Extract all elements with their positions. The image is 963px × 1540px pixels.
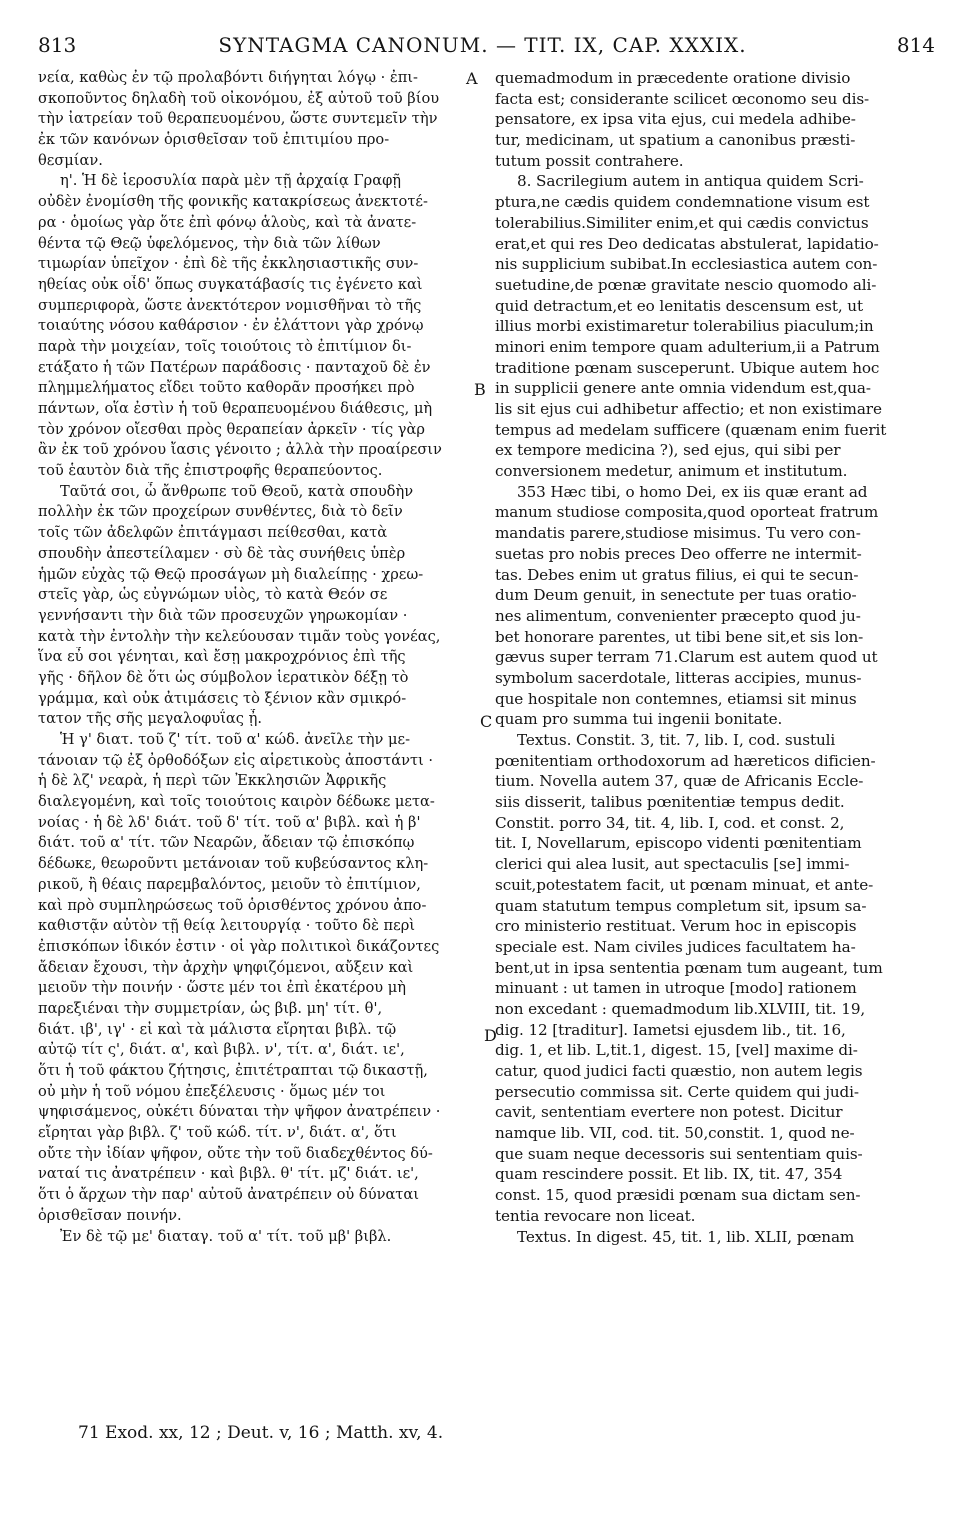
margin-letter-a: A bbox=[466, 69, 478, 88]
latin-line: bent,ut in ipsa sententia pœnam tum augeant, tum bbox=[495, 958, 883, 977]
latin-line: quam pro summa tui ingenii bonitate. bbox=[495, 710, 783, 729]
greek-line: δέδωκε, θεωροῦντι μετάνοιαν τοῦ κυβεύσαντος κλη- bbox=[38, 855, 429, 873]
latin-line: Constit. porro 34, tit. 4, lib. I, cod. et const. 2, bbox=[495, 813, 845, 832]
page-number-right: 814 bbox=[896, 33, 935, 57]
greek-line: ἡ δὲ λζ' νεαρὰ, ἡ περὶ τῶν Ἐκκλησιῶν Ἀφρικῆς bbox=[38, 772, 387, 790]
latin-line: tolerabilius.Similiter enim,et qui cædis convictus bbox=[495, 213, 869, 232]
latin-line: conversionem medetur, animum et institutum. bbox=[495, 462, 848, 481]
greek-line: πλημμελήματος εἴδει τοῦτο καθορᾶν προσήκει πρὸ bbox=[38, 379, 415, 397]
greek-line: παρεξιέναι τὴν συμμετρίαν, ὡς βιβ. μη' τίτ. θ', bbox=[38, 999, 383, 1017]
latin-line: speciale est. Nam civiles judices facultatem ha- bbox=[495, 937, 856, 956]
latin-line: quam statutum tempus completum sit, ipsum sa- bbox=[495, 896, 867, 915]
latin-line: nes alimentum, convenienter præcepto quod ju- bbox=[495, 606, 861, 625]
greek-line: τάνοιαν τῷ ἐξ ὀρθοδόξων εἰς αἱρετικοὺς ἀποστάντι · bbox=[38, 751, 434, 769]
latin-line: Textus. Constit. 3, tit. 7, lib. I, cod. sustuli bbox=[517, 731, 836, 749]
greek-line: στεῖς γὰρ, ὡς εὐγνώμων υἱὸς, τὸ κατὰ Θεόν σε bbox=[38, 586, 388, 604]
page-number-left: 813 bbox=[38, 33, 77, 57]
greek-line: ἄδειαν ἔχουσι, τὴν ἀρχὴν ψηφιζόμενοι, αὔξειν καὶ bbox=[38, 958, 414, 976]
latin-line: tempus ad medelam sufficere (quænam enim fuerit bbox=[495, 420, 887, 439]
greek-line: οὐδὲν ἐνομίσθη τῆς φονικῆς κατακρίσεως ἀνεκτοτέ- bbox=[38, 193, 428, 211]
greek-line: τοῦ ἑαυτὸν διὰ τῆς ἐπιστροφῆς θεραπεύοντος. bbox=[38, 462, 383, 480]
greek-line: διάτ. ιβ', ιγ' · εἰ καὶ τὰ μάλιστα εἴρηται βιβλ. τῷ bbox=[38, 1020, 397, 1038]
greek-line: ψηφισάμενος, οὐκέτι δύναται τὴν ψῆφον ἀνατρέπειν · bbox=[38, 1103, 441, 1121]
latin-line: tentia revocare non liceat. bbox=[495, 1206, 696, 1225]
greek-line: κατὰ τὴν ἐντολὴν τὴν κελεύουσαν τιμᾶν τοὺς γονέας, bbox=[38, 627, 441, 645]
greek-line: τοιαύτης νόσου καθάρσιον · ἐν ἐλάττονι γὰρ χρόνῳ bbox=[38, 317, 424, 335]
latin-line: siis disserit, talibus pœnitentiæ tempus dedit. bbox=[495, 793, 845, 812]
latin-line: gævus super terram 71.Clarum est autem quod ut bbox=[495, 648, 878, 667]
greek-line: αὐτῷ τίτ ς', διάτ. α', καὶ βιβλ. ν', τίτ. α', διάτ. ιε', bbox=[38, 1041, 405, 1059]
greek-line: θεσμίαν. bbox=[38, 151, 103, 169]
latin-line: catur, quod judici facti quæstio, non autem legis bbox=[495, 1062, 863, 1080]
greek-line: νεία, καθὼς ἐν τῷ προλαβόντι διήγηται λόγῳ · ἐπι- bbox=[38, 69, 418, 86]
greek-line: συμπεριφορὰ, ὥστε ἀνεκτότερον νομισθῆναι τὸ τῆς bbox=[38, 296, 422, 314]
greek-line: Ταῦτά σοι, ὦ ἄνθρωπε τοῦ Θεοῦ, κατὰ σπουδὴν bbox=[60, 482, 414, 500]
greek-line: μειοῦν τὴν ποινήν · ὥστε μέν τοι ἐπὶ ἑκατέρου μὴ bbox=[38, 979, 407, 997]
latin-line: quid detractum,et eo lenitatis descensum est, ut bbox=[495, 296, 863, 315]
latin-line: dum Deum genuit, in senectute per tuas oratio- bbox=[495, 586, 857, 605]
latin-line: tit. I, Novellarum, episcopo videnti pœnitentiam bbox=[495, 834, 862, 853]
latin-line: scuit,potestatem facit, ut pœnam minuat, et ante- bbox=[495, 875, 874, 894]
latin-line: 353 Hæc tibi, o homo Dei, ex iis quæ erant ad bbox=[517, 482, 868, 501]
running-title: SYNTAGMA CANONUM. — TIT. IX, CAP. XXXIX. bbox=[218, 33, 747, 57]
margin-letter-c: C bbox=[480, 712, 493, 731]
greek-line: σπουδὴν ἀπεστείλαμεν · σὺ δὲ τὰς συνήθεις ὑπὲρ bbox=[38, 544, 406, 562]
latin-line: ex tempore medicina ?), sed ejus, qui sibi per bbox=[495, 441, 841, 460]
greek-line: ὅτι ἡ τοῦ φάκτου ζήτησις, ἐπιτέτραπται τῷ δικαστῇ, bbox=[38, 1062, 428, 1079]
greek-line: γῆς · δῆλον δὲ ὅτι ὡς σύμβολον ἱερατικὸν δέξῃ τὸ bbox=[38, 668, 409, 686]
greek-line: η'. Ἡ δὲ ἱεροσυλία παρὰ μὲν τῇ ἀρχαίᾳ Γραφῇ bbox=[60, 172, 402, 190]
latin-line: symbolum sacerdotale, litteras accipies, munus- bbox=[495, 668, 862, 687]
latin-line: suetas pro nobis preces Deo offerre ne intermit- bbox=[495, 544, 862, 563]
latin-line: Textus. In digest. 45, tit. 1, lib. XLII, pœnam bbox=[517, 1227, 855, 1246]
latin-line: minori enim tempore quam adulterium,ii a Patrum bbox=[495, 337, 880, 356]
greek-line: ὁρισθεῖσαν ποινήν. bbox=[38, 1206, 182, 1224]
greek-column bbox=[38, 68, 485, 1247]
greek-line: εἴρηται γὰρ βιβλ. ζ' τοῦ κώδ. τίτ. ν', διάτ. α', ὅτι bbox=[38, 1124, 397, 1142]
latin-column bbox=[495, 68, 937, 1247]
latin-line: in supplicii genere ante omnia videndum est,qua- bbox=[495, 379, 871, 398]
greek-line: τοῖς τῶν ἀδελφῶν ἐπιτάγμασι πείθεσθαι, κατὰ bbox=[38, 524, 388, 542]
greek-line: ἂν ἐκ τοῦ χρόνου ἴασις γένοιτο ; ἀλλὰ τὴν προαίρεσιν bbox=[38, 441, 442, 459]
greek-line: οὐ μὴν ἡ τοῦ νόμου ἐπεξέλευσις · ὅμως μέν τοι bbox=[38, 1082, 386, 1100]
latin-line: nis supplicium subibat.In ecclesiastica autem con- bbox=[495, 255, 878, 274]
latin-line: mandatis parere,studiose misimus. Tu vero con- bbox=[495, 524, 861, 543]
greek-line: ἡμῶν εὐχὰς τῷ Θεῷ προσάγων μὴ διαλείπῃς · χρεω- bbox=[38, 565, 424, 583]
greek-line: καὶ πρὸ συμπληρώσεως τοῦ ὁρισθέντος χρόνου ἀπο- bbox=[38, 896, 427, 914]
latin-line: illius morbi existimaretur tolerabilius piaculum;in bbox=[495, 317, 874, 336]
greek-line: οὔτε τὴν ἰδίαν ψῆφον, οὔτε τὴν τοῦ διαδεχθέντος δύ- bbox=[38, 1144, 433, 1162]
footnote: 71 Exod. xx, 12 ; Deut. v, 16 ; Matth. xv, 4. bbox=[78, 1423, 444, 1443]
latin-line: traditione pœnam susceperunt. Ubique autem hoc bbox=[495, 358, 880, 377]
greek-line: ρικοῦ, ἢ θέαις παρεμβαλόντος, μειοῦν τὸ ἐπιτίμιον, bbox=[38, 875, 421, 893]
greek-line: γράμμα, καὶ οὐκ ἀτιμάσεις τὸ ξένιον κἂν σμικρό- bbox=[38, 689, 407, 707]
latin-line: dig. 12 [traditur]. Iametsi ejusdem lib., tit. 16, bbox=[495, 1020, 846, 1039]
latin-line: lis sit ejus cui adhibetur affectio; et non existimare bbox=[495, 400, 882, 418]
greek-line: νοίας · ἡ δὲ λδ' διάτ. τοῦ δ' τίτ. τοῦ α' βιβλ. καὶ ἡ β' bbox=[38, 813, 421, 831]
greek-line: τιμωρίαν ὑπεῖχον · ἐπὶ δὲ τῆς ἐκκλησιαστικῆς συν- bbox=[38, 255, 419, 273]
latin-line: suetudine,de pœnæ gravitate nescio quomodo ali- bbox=[495, 275, 877, 294]
running-header bbox=[30, 30, 935, 60]
greek-line: ἵνα εὖ σοι γένηται, καὶ ἔσῃ μακροχρόνιος ἐπὶ τῆς bbox=[38, 648, 406, 666]
latin-line: tur, medicinam, ut spatium a canonibus præsti- bbox=[495, 131, 856, 150]
latin-line: persecutio commissa sit. Certe quidem qui judi- bbox=[495, 1082, 859, 1101]
greek-line: διάτ. τοῦ α' τίτ. τῶν Νεαρῶν, ἄδειαν τῷ ἐπισκόπῳ bbox=[38, 834, 415, 852]
greek-line: ἐπισκόπων ἰδικόν ἐστιν · οἱ γὰρ πολιτικοὶ δικάζοντες bbox=[38, 937, 440, 955]
latin-line: manum studiose composita,quod oporteat fratrum bbox=[495, 503, 879, 522]
greek-line: καθιστᾷν αὐτὸν τῇ θείᾳ λειτουργίᾳ · τοῦτο δὲ περὶ bbox=[38, 917, 416, 935]
greek-line: σκοποῦντος δηλαδὴ τοῦ οἰκονόμου, ἐξ αὐτοῦ τοῦ βίου bbox=[38, 89, 440, 107]
greek-line: πάντων, οἵα ἐστὶν ἡ τοῦ θεραπευομένου διάθεσις, μὴ bbox=[38, 400, 433, 417]
latin-line: minuant : ut tamen in utroque [modo] rationem bbox=[495, 979, 857, 998]
latin-line: cavit, sententiam evertere non potest. Dicitur bbox=[495, 1103, 843, 1122]
greek-line: γεννήσαντι τὴν διὰ τῶν προσευχῶν γηρωκομίαν · bbox=[38, 606, 408, 624]
greek-line: θέντα τῷ Θεῷ ὑφελόμενος, τὴν διὰ τῶν λίθων bbox=[38, 234, 381, 252]
latin-line: erat,et qui res Deo dedicatas abstulerat, lapidatio- bbox=[495, 234, 879, 253]
greek-line: ηθείας οὐκ οἶδ' ὅπως συγκατάβασίς τις ἐγένετο καὶ bbox=[38, 275, 423, 293]
latin-line: quemadmodum in præcedente oratione divisio bbox=[495, 69, 851, 87]
latin-line: que hospitale non contemnes, etiamsi sit minus bbox=[495, 689, 857, 708]
latin-line: clerici qui alea lusit, aut spectaculis [se] immi- bbox=[495, 855, 850, 874]
greek-line: τὸν χρόνον οἴεσθαι πρὸς θεραπείαν ἀρκεῖν · τίς γὰρ bbox=[38, 420, 425, 438]
greek-line: πολλὴν ἐκ τῶν προχείρων συνθέντες, διὰ τὸ δεῖν bbox=[38, 503, 403, 521]
latin-line: bet honorare parentes, ut tibi bene sit,et sis lon- bbox=[495, 627, 864, 646]
latin-line: pensatore, ex ipsa vita ejus, cui medela adhibe- bbox=[495, 110, 856, 129]
greek-line: ναταί τις ἀνατρέπειν · καὶ βιβλ. θ' τίτ. μζ' διάτ. ιε', bbox=[38, 1165, 419, 1183]
greek-line: ἐκ τῶν κανόνων ὁρισθεῖσαν τοῦ ἐπιτιμίου προ- bbox=[38, 131, 390, 149]
latin-line: const. 15, quod præsidi pœnam sua dictam sen- bbox=[495, 1186, 861, 1205]
greek-line: ετάξατο ἡ τῶν Πατέρων παράδοσις · πανταχοῦ δὲ ἐν bbox=[38, 358, 431, 376]
greek-line: Ἡ γ' διατ. τοῦ ζ' τίτ. τοῦ α' κώδ. ἀνεῖλε τὴν με- bbox=[60, 731, 411, 748]
greek-line: ρα · ὁμοίως γὰρ ὅτε ἐπὶ φόνῳ ἁλοὺς, καὶ τὰ ἀνατε- bbox=[38, 213, 417, 231]
greek-line: ὅτι ὁ ἄρχων τὴν παρ' αὐτοῦ ἀνατρέπειν οὐ δύναται bbox=[38, 1186, 419, 1204]
greek-line: τατον τῆς σῆς μεγαλοφυΐας ᾖ. bbox=[38, 710, 262, 728]
latin-line: namque lib. VII, cod. tit. 50,constit. 1, quod ne- bbox=[495, 1124, 855, 1143]
latin-line: ptura,ne cædis quidem condemnatione visum est bbox=[495, 193, 870, 212]
margin-letter-d: D bbox=[484, 1026, 497, 1045]
latin-line: pœnitentiam orthodoxorum ad hæreticos dificien- bbox=[495, 751, 876, 770]
latin-line: dig. 1, et lib. L,tit.1, digest. 15, [vel] maxime di- bbox=[495, 1041, 858, 1060]
greek-line: Ἐν δὲ τῷ με' διαταγ. τοῦ α' τίτ. τοῦ μβ' βιβλ. bbox=[60, 1227, 392, 1245]
latin-line: que suam neque decessoris sui sententiam quis- bbox=[495, 1144, 863, 1163]
latin-line: cro ministerio restituat. Verum hoc in episcopis bbox=[495, 917, 857, 936]
latin-line: 8. Sacrilegium autem in antiqua quidem Scri- bbox=[517, 172, 864, 191]
greek-line: τὴν ἰατρείαν τοῦ θεραπευομένου, ὥστε συντεμεῖν τὴν bbox=[38, 110, 438, 128]
greek-line: διαλεγομένη, καὶ τοῖς τοιούτοις καιρὸν δέδωκε μετα- bbox=[38, 793, 435, 811]
margin-letter-b: B bbox=[474, 380, 486, 399]
latin-line: tutum possit contrahere. bbox=[495, 151, 684, 170]
latin-line: non excedant : quemadmodum lib.XLVIII, tit. 19, bbox=[495, 999, 866, 1018]
greek-line: παρὰ τὴν μοιχείαν, τοῖς τοιούτοις τὸ ἐπιτίμιον δι- bbox=[38, 337, 412, 355]
latin-line: tium. Novella autem 37, quæ de Africanis Eccle- bbox=[495, 772, 864, 791]
latin-line: quam rescindere possit. Et lib. IX, tit. 47, 354 bbox=[495, 1165, 843, 1184]
latin-line: tas. Debes enim ut gratus filius, ei qui te secun- bbox=[495, 565, 859, 584]
latin-line: facta est; considerante scilicet œconomo seu dis- bbox=[495, 89, 870, 108]
